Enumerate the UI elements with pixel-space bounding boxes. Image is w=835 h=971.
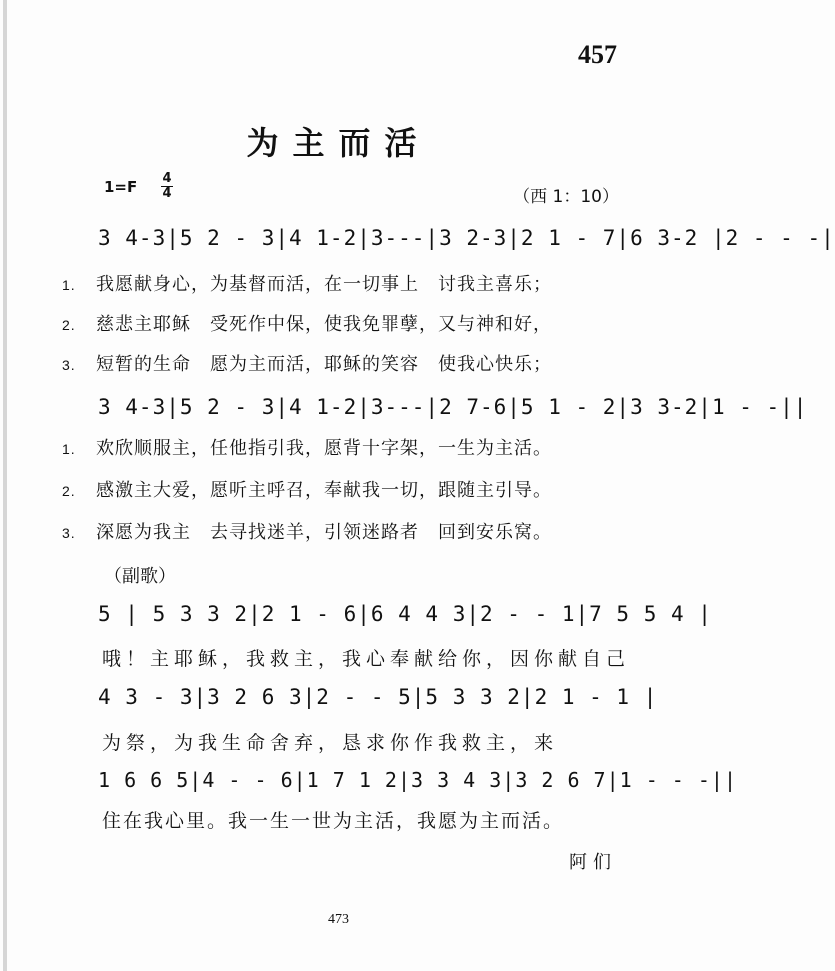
time-signature-top: 4 (162, 171, 172, 186)
time-signature (160, 172, 174, 201)
notation-line: 1 6 6 5|4 - - 6|1 7 1 2|3 3 4 3|3 2 6 7|1 - - -|| (98, 768, 738, 792)
lyric-line (62, 310, 552, 336)
verse-number: 1. (62, 441, 76, 457)
verse-number: 1. (62, 277, 76, 293)
lyric-text: 我愿献身心，为基督而活，在一切事上 讨我主喜乐； (96, 274, 552, 295)
hymn-title: 为主而活 (246, 124, 431, 162)
notation-line: 5 | 5 3 3 2|2 1 - 6|6 4 4 3|2 - - 1|7 5 5 4 | (98, 602, 712, 626)
verse-number: 2. (62, 317, 76, 333)
lyric-line (62, 518, 552, 544)
lyric-line: 住在我心里。我一生一世为主活，我愿为主而活。 (102, 810, 565, 832)
verse-number: 2. (62, 483, 76, 499)
lyric-text: 感激主大爱，愿听主呼召，奉献我一切，跟随主引导。 (96, 480, 552, 501)
lyric-text: 短暂的生命 愿为主而活，耶稣的笑容 使我心快乐； (96, 354, 552, 375)
notation-line: 4 3 - 3|3 2 6 3|2 - - 5|5 3 3 2|2 1 - 1 | (98, 685, 658, 709)
page-number: 473 (328, 912, 349, 927)
lyric-line: 为祭，为我生命舍弃，恳求你作我救主，来 (102, 732, 559, 754)
lyric-line (62, 270, 552, 296)
notation-line: 3 4-3|5 2 - 3|4 1-2|3---|2 7-6|5 1 - 2|3 3-2|1 - -|| (98, 395, 808, 419)
key-signature: 1=F (104, 178, 138, 196)
time-signature-bottom: 4 (162, 186, 172, 201)
verse-number: 3. (62, 357, 76, 373)
lyric-text: 欢欣顺服主，任他指引我，愿背十字架，一生为主活。 (96, 438, 552, 459)
chorus-label: （副歌） (104, 566, 176, 587)
hymn-number: 457 (578, 40, 617, 69)
scripture-reference: （西 1：10） (513, 187, 619, 207)
lyric-line: 哦！主耶稣，我救主，我心奉献给你，因你献自己 (102, 648, 631, 670)
lyric-line (62, 350, 552, 376)
notation-line: 3 4-3|5 2 - 3|4 1-2|3---|3 2-3|2 1 - 7|6 3-2 |2 - - -| (98, 226, 835, 250)
lyric-text: 深愿为我主 去寻找迷羊，引领迷路者 回到安乐窝。 (96, 522, 552, 543)
lyric-line (62, 476, 552, 502)
lyric-text: 慈悲主耶稣 受死作中保，使我免罪孽，又与神和好， (96, 314, 552, 335)
amen-text: 阿们 (569, 852, 617, 873)
lyric-line (62, 434, 552, 460)
verse-number: 3. (62, 525, 76, 541)
